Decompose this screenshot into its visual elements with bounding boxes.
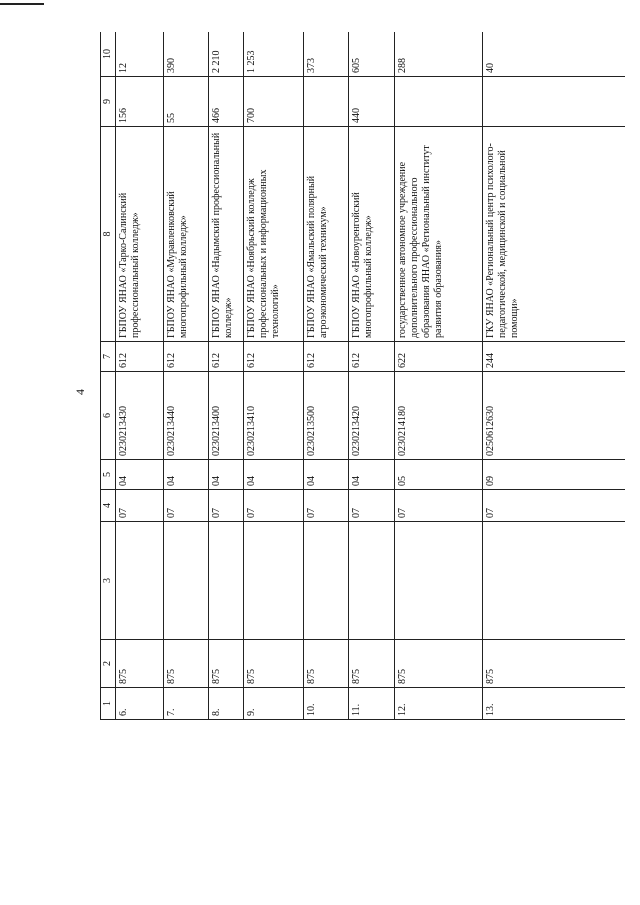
- table-row: [483, 32, 626, 720]
- header-cell: 5: [101, 460, 116, 490]
- table-row: [164, 32, 209, 720]
- header-cell: 3: [101, 522, 116, 640]
- cell-institution: ГБПОУ ЯНАО «Ямальский полярный агроэкономический техникум»: [304, 127, 349, 342]
- cell-target-code: 0230213410: [244, 372, 304, 460]
- cell-col3: [304, 522, 349, 640]
- header-cell: 7: [101, 342, 116, 372]
- cell-col9: 440: [349, 77, 395, 127]
- cell-target-code: 0230214180: [395, 372, 483, 460]
- cell-col3: [209, 522, 244, 640]
- cell-institution: ГБПОУ ЯНАО «Муравленковский многопрофильный колледж»: [164, 127, 209, 342]
- cell-target-code: 0230213420: [349, 372, 395, 460]
- cell-code: 875: [349, 640, 395, 688]
- cell-row-number: 10.: [304, 688, 349, 720]
- cell-expense-type: 244: [483, 342, 626, 372]
- cell-target-code: 0230213430: [116, 372, 164, 460]
- cell-code: 875: [164, 640, 209, 688]
- cell-amount: 12: [116, 32, 164, 77]
- cell-amount: 2 210: [209, 32, 244, 77]
- header-cell: 2: [101, 640, 116, 688]
- cell-amount: 605: [349, 32, 395, 77]
- cell-subsection: 04: [349, 460, 395, 490]
- table-row: [116, 32, 164, 720]
- cell-amount: 1 253: [244, 32, 304, 77]
- cell-institution: ГБПОУ ЯНАО «Новоуренгойский многопрофильный колледж»: [349, 127, 395, 342]
- header-cell: 8: [101, 127, 116, 342]
- cell-col9: [395, 77, 483, 127]
- cell-code: 875: [483, 640, 626, 688]
- cell-expense-type: 612: [349, 342, 395, 372]
- table-row: [395, 32, 483, 720]
- cell-col3: [483, 522, 626, 640]
- cell-institution: ГКУ ЯНАО «Региональный центр психолого-педагогической, медицинской и социальной помощи»: [483, 127, 626, 342]
- cell-subsection: 04: [304, 460, 349, 490]
- header-cell: 9: [101, 77, 116, 127]
- header-cell: 1: [101, 688, 116, 720]
- cell-code: 875: [116, 640, 164, 688]
- cell-code: 875: [209, 640, 244, 688]
- cell-subsection: 05: [395, 460, 483, 490]
- cell-expense-type: 612: [304, 342, 349, 372]
- cell-col9: 55: [164, 77, 209, 127]
- cell-section: 07: [116, 490, 164, 522]
- cell-col9: [483, 77, 626, 127]
- cell-subsection: 09: [483, 460, 626, 490]
- cell-target-code: 0230213440: [164, 372, 209, 460]
- document-table-wrapper: [100, 32, 625, 720]
- top-edge-line: [0, 3, 44, 5]
- cell-row-number: 12.: [395, 688, 483, 720]
- cell-expense-type: 612: [244, 342, 304, 372]
- budget-table: [100, 32, 625, 720]
- header-cell: 4: [101, 490, 116, 522]
- cell-target-code: 0230213500: [304, 372, 349, 460]
- cell-section: 07: [349, 490, 395, 522]
- page-number: 4: [73, 389, 87, 395]
- table-row: [244, 32, 304, 720]
- cell-section: 07: [395, 490, 483, 522]
- cell-row-number: 13.: [483, 688, 626, 720]
- table-row: [209, 32, 244, 720]
- cell-code: 875: [395, 640, 483, 688]
- cell-expense-type: 622: [395, 342, 483, 372]
- header-row: [101, 32, 116, 720]
- cell-expense-type: 612: [116, 342, 164, 372]
- cell-institution: ГБПОУ ЯНАО «Ноябрьский колледж профессиональных и информационных технологий»: [244, 127, 304, 342]
- cell-code: 875: [304, 640, 349, 688]
- cell-amount: 373: [304, 32, 349, 77]
- cell-section: 07: [304, 490, 349, 522]
- cell-expense-type: 612: [209, 342, 244, 372]
- cell-subsection: 04: [164, 460, 209, 490]
- cell-target-code: 0230213400: [209, 372, 244, 460]
- cell-institution: ГБПОУ ЯНАО «Тарко-Салинский профессиональный колледж»: [116, 127, 164, 342]
- cell-institution: государственное автономное учреждение дополнительного профессионального образования ЯНАО «Региональный институт развития образования»: [395, 127, 483, 342]
- cell-subsection: 04: [209, 460, 244, 490]
- header-cell: 10: [101, 32, 116, 77]
- cell-expense-type: 612: [164, 342, 209, 372]
- cell-col9: [304, 77, 349, 127]
- cell-row-number: 6.: [116, 688, 164, 720]
- cell-amount: 288: [395, 32, 483, 77]
- cell-section: 07: [164, 490, 209, 522]
- cell-target-code: 0250612630: [483, 372, 626, 460]
- header-cell: 6: [101, 372, 116, 460]
- cell-subsection: 04: [116, 460, 164, 490]
- cell-amount: 390: [164, 32, 209, 77]
- table-row: [304, 32, 349, 720]
- cell-row-number: 8.: [209, 688, 244, 720]
- cell-col9: 466: [209, 77, 244, 127]
- cell-section: 07: [244, 490, 304, 522]
- cell-col9: 156: [116, 77, 164, 127]
- cell-subsection: 04: [244, 460, 304, 490]
- cell-col3: [244, 522, 304, 640]
- cell-row-number: 9.: [244, 688, 304, 720]
- cell-row-number: 11.: [349, 688, 395, 720]
- cell-section: 07: [209, 490, 244, 522]
- table-row: [349, 32, 395, 720]
- cell-col3: [349, 522, 395, 640]
- cell-col3: [164, 522, 209, 640]
- cell-row-number: 7.: [164, 688, 209, 720]
- cell-col3: [395, 522, 483, 640]
- cell-institution: ГБПОУ ЯНАО «Надымский профессиональный колледж»: [209, 127, 244, 342]
- cell-amount: 40: [483, 32, 626, 77]
- cell-section: 07: [483, 490, 626, 522]
- cell-col9: 700: [244, 77, 304, 127]
- cell-col3: [116, 522, 164, 640]
- rotated-page-area: [100, 32, 625, 720]
- cell-code: 875: [244, 640, 304, 688]
